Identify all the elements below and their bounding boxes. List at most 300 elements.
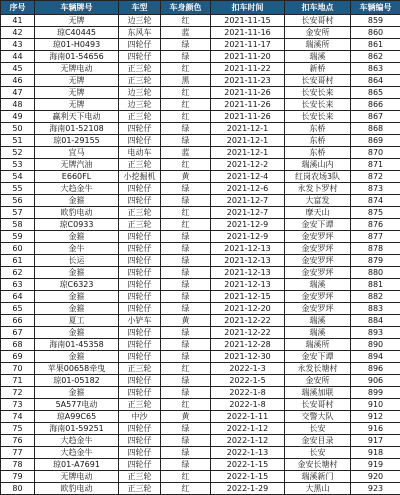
cell-plate: 琼01-29155 <box>35 135 119 147</box>
cell-serial: 53 <box>1 159 35 171</box>
table-row <box>1 15 400 27</box>
cell-color: 绿 <box>161 39 211 51</box>
cell-location: 摩天山 <box>285 207 351 219</box>
cell-vehicle-number: 870 <box>351 147 400 159</box>
cell-serial: 79 <box>1 471 35 483</box>
cell-type: 四轮仔 <box>119 351 161 363</box>
cell-plate: 金箍 <box>35 231 119 243</box>
cell-date: 2022-1-5 <box>211 375 285 387</box>
cell-location: 东桥 <box>285 123 351 135</box>
cell-type: 东风车 <box>119 27 161 39</box>
cell-type: 四轮仔 <box>119 423 161 435</box>
cell-plate: 琼C0933 <box>35 219 119 231</box>
cell-color: 黄 <box>161 171 211 183</box>
cell-color: 绿 <box>161 327 211 339</box>
cell-color: 绿 <box>161 303 211 315</box>
cell-serial: 66 <box>1 315 35 327</box>
cell-vehicle-number: 917 <box>351 435 400 447</box>
cell-date: 2022-1-8 <box>211 399 285 411</box>
cell-type: 四轮仔 <box>119 39 161 51</box>
cell-plate: 金箍 <box>35 303 119 315</box>
table-row <box>1 51 400 63</box>
table-row <box>1 87 400 99</box>
cell-date: 2021-12-28 <box>211 339 285 351</box>
cell-color: 绿 <box>161 423 211 435</box>
header-plate: 车辆牌号 <box>35 1 119 15</box>
table-row <box>1 279 400 291</box>
cell-location: 瑞溪新门 <box>285 471 351 483</box>
table-row <box>1 135 400 147</box>
cell-color: 绿 <box>161 351 211 363</box>
cell-serial: 52 <box>1 147 35 159</box>
cell-color: 绿 <box>161 243 211 255</box>
cell-vehicle-number: 923 <box>351 483 400 495</box>
cell-serial: 78 <box>1 459 35 471</box>
cell-location: 交警大队 <box>285 411 351 423</box>
cell-plate: 宜马 <box>35 147 119 159</box>
cell-date: 2021-11-26 <box>211 99 285 111</box>
cell-color: 绿 <box>161 447 211 459</box>
cell-location: 长安长来 <box>285 111 351 123</box>
cell-location: 瑞溪 <box>285 51 351 63</box>
cell-plate: 金箍 <box>35 267 119 279</box>
cell-vehicle-number: 877 <box>351 231 400 243</box>
cell-serial: 41 <box>1 15 35 27</box>
cell-color: 红 <box>161 207 211 219</box>
cell-location: 红岗农场3队 <box>285 171 351 183</box>
cell-date: 2021-12-2 <box>211 159 285 171</box>
cell-plate: 琼01-05182 <box>35 375 119 387</box>
table-row <box>1 231 400 243</box>
table-row <box>1 375 400 387</box>
cell-serial: 48 <box>1 99 35 111</box>
cell-date: 2021-12-7 <box>211 195 285 207</box>
cell-serial: 46 <box>1 75 35 87</box>
cell-plate: 海南01-52108 <box>35 123 119 135</box>
table-row <box>1 411 400 423</box>
cell-serial: 43 <box>1 39 35 51</box>
cell-color: 红 <box>161 111 211 123</box>
table-row <box>1 27 400 39</box>
cell-plate: 金箍 <box>35 387 119 399</box>
cell-serial: 62 <box>1 267 35 279</box>
cell-serial: 76 <box>1 435 35 447</box>
cell-date: 2021-12-13 <box>211 267 285 279</box>
cell-color: 绿 <box>161 435 211 447</box>
cell-plate: 大趋金牛 <box>35 435 119 447</box>
cell-location: 金安罗坪 <box>285 303 351 315</box>
table-row <box>1 351 400 363</box>
cell-vehicle-number: 881 <box>351 279 400 291</box>
cell-location: 瑞溪 <box>285 315 351 327</box>
table-row <box>1 435 400 447</box>
cell-plate: 金箍 <box>35 195 119 207</box>
cell-color: 绿 <box>161 135 211 147</box>
table-row <box>1 447 400 459</box>
cell-color: 绿 <box>161 375 211 387</box>
cell-serial: 74 <box>1 411 35 423</box>
cell-location: 金安罗坪 <box>285 255 351 267</box>
cell-serial: 69 <box>1 351 35 363</box>
cell-location: 金安下谭 <box>285 351 351 363</box>
cell-color: 红 <box>161 63 211 75</box>
table-row <box>1 207 400 219</box>
cell-vehicle-number: 910 <box>351 399 400 411</box>
cell-location: 金安罗坪 <box>285 291 351 303</box>
cell-vehicle-number: 861 <box>351 39 400 51</box>
cell-vehicle-number: 893 <box>351 327 400 339</box>
cell-date: 2021-11-17 <box>211 39 285 51</box>
cell-location: 金安长塘村 <box>285 459 351 471</box>
cell-location: 金安下谭 <box>285 219 351 231</box>
cell-color: 黄 <box>161 315 211 327</box>
table-row <box>1 171 400 183</box>
cell-type: 四轮仔 <box>119 135 161 147</box>
table-row <box>1 147 400 159</box>
table-row <box>1 399 400 411</box>
cell-type: 四轮仔 <box>119 375 161 387</box>
cell-plate: 琼01-H0493 <box>35 39 119 51</box>
cell-location: 瑞溪 <box>285 327 351 339</box>
cell-serial: 68 <box>1 339 35 351</box>
cell-plate: 欧豹电动 <box>35 207 119 219</box>
table-row <box>1 339 400 351</box>
cell-color: 绿 <box>161 339 211 351</box>
cell-date: 2021-12-1 <box>211 147 285 159</box>
cell-color: 绿 <box>161 183 211 195</box>
cell-type: 四轮仔 <box>119 267 161 279</box>
table-row <box>1 243 400 255</box>
cell-serial: 54 <box>1 171 35 183</box>
cell-type: 四轮仔 <box>119 51 161 63</box>
cell-plate: 大趋金牛 <box>35 447 119 459</box>
cell-location: 金安所 <box>285 27 351 39</box>
cell-serial: 73 <box>1 399 35 411</box>
cell-date: 2021-11-26 <box>211 111 285 123</box>
cell-vehicle-number: 879 <box>351 255 400 267</box>
cell-type: 正三轮 <box>119 111 161 123</box>
cell-plate: 无牌 <box>35 87 119 99</box>
cell-location: 金安罗坪 <box>285 267 351 279</box>
cell-date: 2022-1-15 <box>211 459 285 471</box>
table-body <box>1 15 400 495</box>
cell-vehicle-number: 918 <box>351 447 400 459</box>
cell-location: 瑞溪山内 <box>285 159 351 171</box>
cell-plate: 长运 <box>35 255 119 267</box>
table-row <box>1 219 400 231</box>
cell-serial: 67 <box>1 327 35 339</box>
cell-color: 黄 <box>161 411 211 423</box>
cell-vehicle-number: 868 <box>351 123 400 135</box>
cell-serial: 64 <box>1 291 35 303</box>
cell-plate: 无牌 <box>35 15 119 27</box>
cell-location: 金安罗坪 <box>285 231 351 243</box>
cell-type: 四轮仔 <box>119 387 161 399</box>
cell-plate: 赢利天下电动 <box>35 111 119 123</box>
cell-color: 绿 <box>161 291 211 303</box>
cell-date: 2021-12-7 <box>211 207 285 219</box>
cell-date: 2021-12-13 <box>211 255 285 267</box>
header-type: 车型 <box>119 1 161 15</box>
cell-serial: 44 <box>1 51 35 63</box>
cell-vehicle-number: 867 <box>351 111 400 123</box>
cell-location: 金安罗坪 <box>285 243 351 255</box>
cell-type: 正三轮 <box>119 75 161 87</box>
cell-serial: 71 <box>1 375 35 387</box>
cell-type: 边三轮 <box>119 15 161 27</box>
cell-serial: 51 <box>1 135 35 147</box>
table-header-row <box>1 1 400 15</box>
cell-color: 黑 <box>161 75 211 87</box>
cell-serial: 72 <box>1 387 35 399</box>
cell-type: 小铲车 <box>119 315 161 327</box>
cell-color: 蓝 <box>161 147 211 159</box>
cell-plate: 无牌 <box>35 75 119 87</box>
cell-plate: 琼C40445 <box>35 27 119 39</box>
table-row <box>1 423 400 435</box>
table-row <box>1 183 400 195</box>
table-row <box>1 483 400 495</box>
cell-vehicle-number: 890 <box>351 339 400 351</box>
cell-vehicle-number: 919 <box>351 459 400 471</box>
table-row <box>1 123 400 135</box>
cell-plate: 欧豹电动 <box>35 483 119 495</box>
cell-date: 2021-11-22 <box>211 63 285 75</box>
cell-vehicle-number: 880 <box>351 267 400 279</box>
cell-serial: 59 <box>1 231 35 243</box>
cell-location: 永发长塘村 <box>285 363 351 375</box>
cell-serial: 49 <box>1 111 35 123</box>
cell-date: 2022-1-13 <box>211 447 285 459</box>
cell-type: 边三轮 <box>119 99 161 111</box>
cell-serial: 50 <box>1 123 35 135</box>
cell-plate: 无牌汽油 <box>35 159 119 171</box>
cell-type: 小挖掘机 <box>119 171 161 183</box>
cell-vehicle-number: 883 <box>351 303 400 315</box>
cell-location: 长安哥村 <box>285 15 351 27</box>
cell-serial: 70 <box>1 363 35 375</box>
cell-color: 红 <box>161 159 211 171</box>
cell-date: 2021-12-15 <box>211 291 285 303</box>
cell-plate: 琼A99C65 <box>35 411 119 423</box>
cell-date: 2021-12-22 <box>211 315 285 327</box>
cell-vehicle-number: 896 <box>351 363 400 375</box>
header-date: 扣车时间 <box>211 1 285 15</box>
cell-type: 四轮仔 <box>119 231 161 243</box>
cell-type: 正三轮 <box>119 159 161 171</box>
cell-location: 大富发 <box>285 195 351 207</box>
cell-type: 正三轮 <box>119 63 161 75</box>
cell-type: 四轮仔 <box>119 291 161 303</box>
cell-color: 绿 <box>161 267 211 279</box>
cell-date: 2022-1-29 <box>211 483 285 495</box>
cell-vehicle-number: 863 <box>351 63 400 75</box>
cell-plate: 海南01-59251 <box>35 423 119 435</box>
table-row <box>1 99 400 111</box>
cell-vehicle-number: 875 <box>351 207 400 219</box>
cell-type: 四轮仔 <box>119 459 161 471</box>
cell-plate: 海南01-45358 <box>35 339 119 351</box>
cell-color: 红 <box>161 399 211 411</box>
cell-vehicle-number: 878 <box>351 243 400 255</box>
cell-date: 2021-12-13 <box>211 279 285 291</box>
cell-vehicle-number: 912 <box>351 411 400 423</box>
cell-vehicle-number: 874 <box>351 195 400 207</box>
cell-location: 金安目录 <box>285 435 351 447</box>
cell-vehicle-number: 869 <box>351 135 400 147</box>
cell-plate: 琼C6323 <box>35 279 119 291</box>
cell-type: 四轮仔 <box>119 327 161 339</box>
cell-color: 绿 <box>161 123 211 135</box>
cell-location: 长安长来 <box>285 87 351 99</box>
cell-color: 红 <box>161 87 211 99</box>
cell-location: 瑞溪加联 <box>285 387 351 399</box>
cell-date: 2022-1-11 <box>211 411 285 423</box>
cell-vehicle-number: 873 <box>351 183 400 195</box>
header-color: 车身颜色 <box>161 1 211 15</box>
cell-type: 电动车 <box>119 147 161 159</box>
cell-plate: 金箍 <box>35 351 119 363</box>
cell-location: 长安 <box>285 423 351 435</box>
table-row <box>1 195 400 207</box>
cell-plate: 夏工 <box>35 315 119 327</box>
header-vehicle-number: 车辆编号 <box>351 1 400 15</box>
table-row <box>1 471 400 483</box>
cell-location: 瑞溪所 <box>285 339 351 351</box>
cell-serial: 56 <box>1 195 35 207</box>
cell-type: 四轮仔 <box>119 279 161 291</box>
cell-location: 瑞溪所 <box>285 39 351 51</box>
cell-vehicle-number: 906 <box>351 375 400 387</box>
table-row <box>1 159 400 171</box>
cell-vehicle-number: 872 <box>351 171 400 183</box>
table-row <box>1 75 400 87</box>
cell-color: 红 <box>161 471 211 483</box>
cell-date: 2022-1-12 <box>211 435 285 447</box>
cell-date: 2021-12-30 <box>211 351 285 363</box>
cell-vehicle-number: 864 <box>351 75 400 87</box>
cell-color: 绿 <box>161 387 211 399</box>
cell-type: 正三轮 <box>119 399 161 411</box>
cell-location: 东桥 <box>285 147 351 159</box>
cell-color: 绿 <box>161 51 211 63</box>
cell-type: 正三轮 <box>119 483 161 495</box>
cell-plate: 金箍 <box>35 291 119 303</box>
cell-serial: 47 <box>1 87 35 99</box>
cell-color: 绿 <box>161 279 211 291</box>
table-row <box>1 459 400 471</box>
cell-serial: 75 <box>1 423 35 435</box>
cell-plate: 无牌电动 <box>35 471 119 483</box>
cell-color: 绿 <box>161 459 211 471</box>
cell-type: 四轮仔 <box>119 183 161 195</box>
cell-date: 2021-12-9 <box>211 219 285 231</box>
cell-type: 四轮仔 <box>119 123 161 135</box>
cell-plate: 大趋金牛 <box>35 183 119 195</box>
table-row <box>1 327 400 339</box>
cell-serial: 65 <box>1 303 35 315</box>
cell-serial: 80 <box>1 483 35 495</box>
cell-type: 四轮仔 <box>119 243 161 255</box>
cell-type: 正三轮 <box>119 219 161 231</box>
cell-vehicle-number: 871 <box>351 159 400 171</box>
cell-type: 四轮仔 <box>119 255 161 267</box>
cell-serial: 55 <box>1 183 35 195</box>
cell-plate: 5A577电动 <box>35 399 119 411</box>
table-row <box>1 363 400 375</box>
cell-location: 长安哥村 <box>285 75 351 87</box>
cell-type: 正三轮 <box>119 363 161 375</box>
cell-date: 2021-12-22 <box>211 327 285 339</box>
cell-date: 2021-12-1 <box>211 135 285 147</box>
cell-plate: E660FL <box>35 171 119 183</box>
cell-date: 2022-1-3 <box>211 363 285 375</box>
cell-serial: 63 <box>1 279 35 291</box>
cell-date: 2021-12-1 <box>211 123 285 135</box>
table-row <box>1 387 400 399</box>
cell-serial: 58 <box>1 219 35 231</box>
cell-plate: 金牛 <box>35 243 119 255</box>
cell-serial: 61 <box>1 255 35 267</box>
cell-plate: 无牌电动 <box>35 63 119 75</box>
cell-location: 大黑山 <box>285 483 351 495</box>
cell-date: 2021-12-6 <box>211 183 285 195</box>
cell-type: 四轮仔 <box>119 195 161 207</box>
table-row <box>1 255 400 267</box>
cell-type: 中沙 <box>119 411 161 423</box>
cell-type: 四轮仔 <box>119 447 161 459</box>
cell-plate: 无牌 <box>35 99 119 111</box>
cell-color: 红 <box>161 483 211 495</box>
cell-color: 红 <box>161 99 211 111</box>
cell-color: 绿 <box>161 195 211 207</box>
cell-serial: 60 <box>1 243 35 255</box>
cell-type: 四轮仔 <box>119 339 161 351</box>
cell-vehicle-number: 899 <box>351 387 400 399</box>
cell-location: 东桥 <box>285 135 351 147</box>
header-serial: 序号 <box>1 1 35 15</box>
cell-vehicle-number: 860 <box>351 27 400 39</box>
cell-date: 2021-11-20 <box>211 51 285 63</box>
table-row <box>1 315 400 327</box>
table-row <box>1 39 400 51</box>
table-row <box>1 63 400 75</box>
cell-location: 长安长来 <box>285 99 351 111</box>
cell-location: 长安 <box>285 447 351 459</box>
cell-serial: 57 <box>1 207 35 219</box>
cell-color: 绿 <box>161 255 211 267</box>
cell-vehicle-number: 862 <box>351 51 400 63</box>
cell-vehicle-number: 859 <box>351 15 400 27</box>
table-row <box>1 303 400 315</box>
cell-type: 四轮仔 <box>119 303 161 315</box>
table-row <box>1 267 400 279</box>
cell-serial: 45 <box>1 63 35 75</box>
cell-serial: 77 <box>1 447 35 459</box>
cell-date: 2022-1-12 <box>211 423 285 435</box>
cell-serial: 42 <box>1 27 35 39</box>
cell-date: 2022-1-15 <box>211 471 285 483</box>
cell-vehicle-number: 916 <box>351 423 400 435</box>
cell-vehicle-number: 865 <box>351 87 400 99</box>
cell-vehicle-number: 866 <box>351 99 400 111</box>
cell-vehicle-number: 882 <box>351 291 400 303</box>
cell-date: 2021-11-15 <box>211 15 285 27</box>
cell-plate: 金箍 <box>35 327 119 339</box>
cell-date: 2021-11-23 <box>211 75 285 87</box>
cell-color: 绿 <box>161 231 211 243</box>
cell-date: 2021-12-20 <box>211 303 285 315</box>
